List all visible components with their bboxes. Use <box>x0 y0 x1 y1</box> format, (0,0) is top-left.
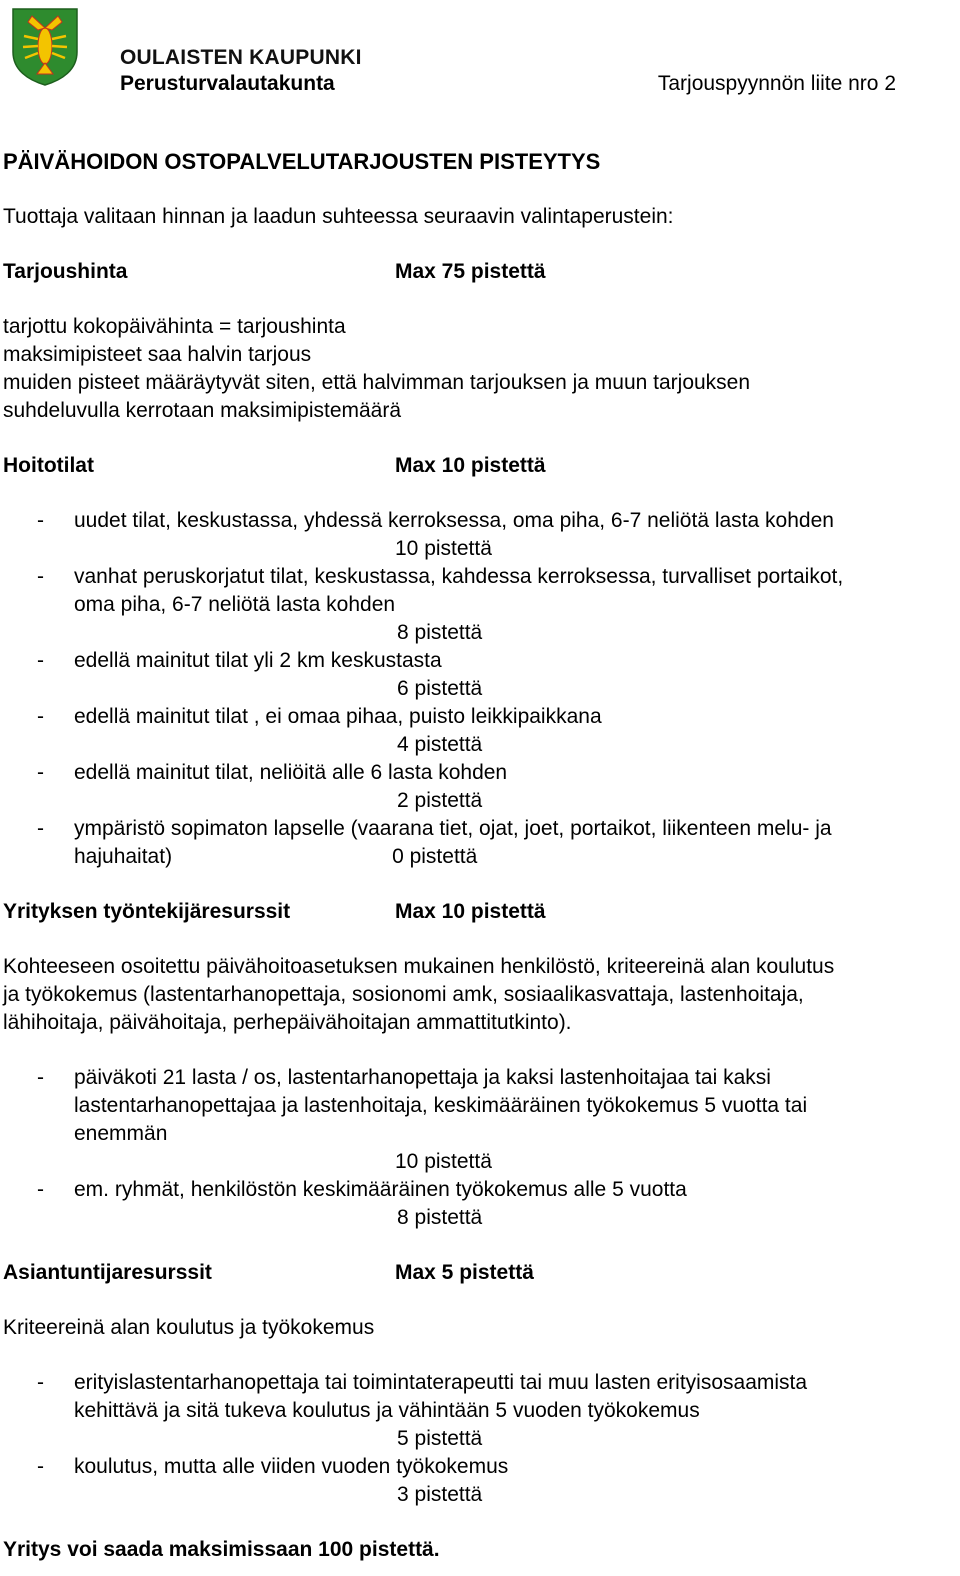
list-item <box>3 1064 958 1148</box>
price-line: suhdeluvulla kerrotaan maksimipistemäärä <box>3 399 402 422</box>
dash-bullet: - <box>37 509 44 532</box>
section-staff-max: Max 10 pistettä <box>395 900 546 923</box>
section-price-header <box>3 258 958 286</box>
price-line: muiden pisteet määräytyvät siten, että halvimman tarjouksen ja muun tarjouksen <box>3 371 751 394</box>
list-item <box>3 703 958 731</box>
list-item-text: ympäristö sopimaton lapselle (vaarana tiet, ojat, joet, portaikot, liikenteen melu- ja <box>74 817 832 840</box>
facilities-list <box>3 507 958 871</box>
list-item <box>3 647 958 675</box>
paragraph-line: Kohteeseen osoitettu päivähoitoasetuksen mukainen henkilöstö, kriteereinä alan koulutus <box>3 955 835 978</box>
section-staff-header <box>3 898 958 926</box>
list-item-text: enemmän <box>74 1122 168 1145</box>
section-facilities-label: Hoitotilat <box>3 454 94 477</box>
list-item <box>3 1369 958 1425</box>
list-item <box>3 1176 958 1204</box>
dash-bullet: - <box>37 1371 44 1394</box>
crayfish-coat-of-arms-icon <box>10 6 80 86</box>
dash-bullet: - <box>37 817 44 840</box>
document-body <box>3 148 958 1564</box>
list-item-text: vanhat peruskorjatut tilat, keskustassa, kahdessa kerroksessa, turvalliset portaikot, <box>74 565 844 588</box>
list-item-text: lastentarhanopettajaa ja lastenhoitaja, keskimääräinen työkokemus 5 vuotta tai <box>74 1094 808 1117</box>
dash-bullet: - <box>37 1455 44 1478</box>
dash-bullet: - <box>37 565 44 588</box>
intro-text: Tuottaja valitaan hinnan ja laadun suhteessa seuraavin valintaperustein: <box>3 205 674 228</box>
section-experts-max: Max 5 pistettä <box>395 1261 534 1284</box>
paragraph-line: ja työkokemus (lastentarhanopettaja, sosionomi amk, sosiaalikasvattaja, lastenhoitaja, <box>3 983 804 1006</box>
list-item-text: uudet tilat, keskustassa, yhdessä kerroksessa, oma piha, 6-7 neliötä lasta kohden <box>74 509 834 532</box>
staff-list <box>3 1064 958 1232</box>
staff-paragraph <box>3 953 958 1037</box>
list-item-text: edellä mainitut tilat, neliöitä alle 6 lasta kohden <box>74 761 508 784</box>
price-line: maksimipisteet saa halvin tarjous <box>3 343 312 366</box>
section-experts-label: Asiantuntijaresurssit <box>3 1261 212 1284</box>
list-item-text: edellä mainitut tilat , ei omaa pihaa, puisto leikkipaikkana <box>74 705 602 728</box>
section-staff-label: Yrityksen työntekijäresurssit <box>3 900 291 923</box>
dash-bullet: - <box>37 705 44 728</box>
section-facilities-header <box>3 452 958 480</box>
list-item-text: oma piha, 6-7 neliötä lasta kohden <box>74 593 396 616</box>
dash-bullet: - <box>37 761 44 784</box>
list-item <box>3 563 958 619</box>
experts-list <box>3 1369 958 1509</box>
list-item <box>3 759 958 787</box>
list-item <box>3 815 958 871</box>
department-name: Perusturvalautakunta <box>120 72 335 95</box>
list-item-points: 10 pistettä <box>395 1150 492 1173</box>
list-item-text: kehittävä ja sitä tukeva koulutus ja vähintään 5 vuoden työkokemus <box>74 1399 700 1422</box>
list-item-text: hajuhaitat) <box>74 845 173 868</box>
list-item-text: erityislastentarhanopettaja tai toimintaterapeutti tai muu lasten erityisosaamista <box>74 1371 808 1394</box>
list-item-points: 6 pistettä <box>397 677 483 700</box>
list-item-text: koulutus, mutta alle viiden vuoden työkokemus <box>74 1455 509 1478</box>
section-price-label: Tarjoushinta <box>3 260 128 283</box>
price-line: tarjottu kokopäivähinta = tarjoushinta <box>3 315 346 338</box>
section-price-max: Max 75 pistettä <box>395 260 546 283</box>
list-item <box>3 1453 958 1481</box>
list-item-text: em. ryhmät, henkilöstön keskimääräinen työkokemus alle 5 vuotta <box>74 1178 687 1201</box>
dash-bullet: - <box>37 1178 44 1201</box>
list-item-points: 10 pistettä <box>395 537 492 560</box>
dash-bullet: - <box>37 649 44 672</box>
page-title: PÄIVÄHOIDON OSTOPALVELUTARJOUSTEN PISTEYTYS <box>3 149 601 174</box>
attachment-label: Tarjouspyynnön liite nro 2 <box>657 72 896 95</box>
experts-paragraph: Kriteereinä alan koulutus ja työkokemus <box>3 1316 375 1339</box>
list-item-points: 8 pistettä <box>397 1206 483 1229</box>
section-facilities-max: Max 10 pistettä <box>395 454 546 477</box>
list-item-points: 3 pistettä <box>397 1483 483 1506</box>
section-experts-header <box>3 1259 958 1287</box>
list-item-points: 8 pistettä <box>397 621 483 644</box>
list-item-points: 4 pistettä <box>397 733 483 756</box>
list-item-points: 5 pistettä <box>397 1427 483 1450</box>
list-item-points: 2 pistettä <box>397 789 483 812</box>
summary-text: Yritys voi saada maksimissaan 100 pistettä. <box>3 1538 440 1561</box>
list-item-points: 0 pistettä <box>392 845 478 868</box>
organization-name: OULAISTEN KAUPUNKI <box>120 46 362 69</box>
dash-bullet: - <box>37 1066 44 1089</box>
list-item-text: päiväkoti 21 lasta / os, lastentarhanopettaja ja kaksi lastenhoitajaa tai kaksi <box>74 1066 771 1089</box>
list-item-text: edellä mainitut tilat yli 2 km keskustasta <box>74 649 442 672</box>
list-item <box>3 507 958 535</box>
paragraph-line: lähihoitaja, päivähoitaja, perhepäivähoitajan ammattitutkinto). <box>3 1011 572 1034</box>
